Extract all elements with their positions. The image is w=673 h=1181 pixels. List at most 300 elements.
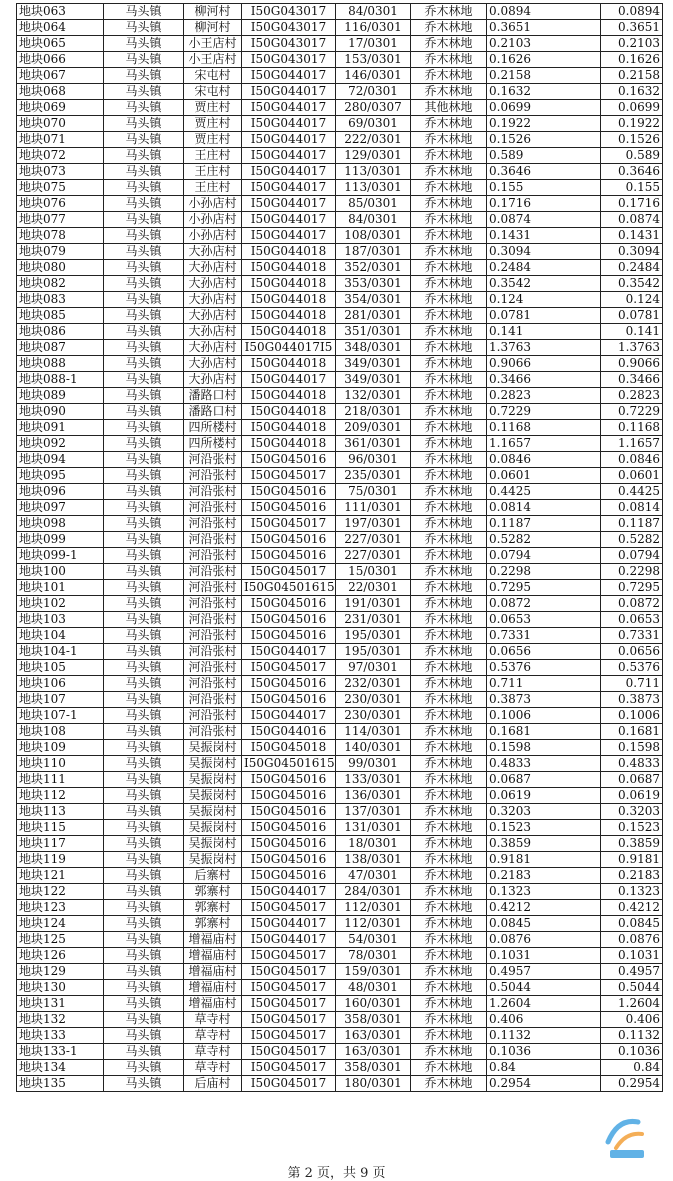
cell-area: 0.1681 (487, 724, 601, 740)
cell-plot-number: 180/0301 (336, 1076, 411, 1092)
cell-village: 河沿张村 (184, 692, 242, 708)
table-row (17, 660, 663, 676)
cell-parcel-id: 地块129 (17, 964, 104, 980)
cell-area: 0.1006 (487, 708, 601, 724)
cell-map-sheet: I50G044017 (242, 884, 336, 900)
cell-town: 马头镇 (104, 244, 184, 260)
cell-area: 0.0894 (487, 4, 601, 20)
cell-town: 马头镇 (104, 564, 184, 580)
cell-plot-number: 69/0301 (336, 116, 411, 132)
cell-parcel-id: 地块107 (17, 692, 104, 708)
cell-land-type: 乔木林地 (411, 580, 487, 596)
cell-village: 后寨村 (184, 868, 242, 884)
cell-parcel-id: 地块086 (17, 324, 104, 340)
cell-area: 0.4957 (487, 964, 601, 980)
cell-plot-number: 96/0301 (336, 452, 411, 468)
cell-land-type: 乔木林地 (411, 404, 487, 420)
cell-area: 0.9066 (487, 356, 601, 372)
cell-village: 后庙村 (184, 1076, 242, 1092)
cell-area-total: 0.9066 (601, 356, 663, 372)
cell-area: 0.1922 (487, 116, 601, 132)
cell-village: 吴振岗村 (184, 788, 242, 804)
cell-land-type: 乔木林地 (411, 84, 487, 100)
cell-plot-number: 159/0301 (336, 964, 411, 980)
table-row (17, 84, 663, 100)
cell-area: 0.0874 (487, 212, 601, 228)
table-row (17, 500, 663, 516)
cell-village: 吴振岗村 (184, 852, 242, 868)
cell-area-total: 0.1168 (601, 420, 663, 436)
cell-plot-number: 54/0301 (336, 932, 411, 948)
cell-area-total: 0.2103 (601, 36, 663, 52)
cell-town: 马头镇 (104, 980, 184, 996)
table-row (17, 148, 663, 164)
cell-town: 马头镇 (104, 724, 184, 740)
cell-area-total: 0.1132 (601, 1028, 663, 1044)
cell-map-sheet: I50G044018 (242, 292, 336, 308)
cell-map-sheet: I50G044017 (242, 932, 336, 948)
cell-map-sheet: I50G043017 (242, 4, 336, 20)
cell-plot-number: 209/0301 (336, 420, 411, 436)
cell-plot-number: 15/0301 (336, 564, 411, 580)
cell-village: 草寺村 (184, 1060, 242, 1076)
cell-area: 0.3651 (487, 20, 601, 36)
cell-town: 马头镇 (104, 708, 184, 724)
cell-village: 小王店村 (184, 36, 242, 52)
cell-map-sheet: I50G044017 (242, 708, 336, 724)
table-row (17, 740, 663, 756)
cell-area-total: 0.5376 (601, 660, 663, 676)
cell-parcel-id: 地块085 (17, 308, 104, 324)
cell-town: 马头镇 (104, 468, 184, 484)
cell-parcel-id: 地块111 (17, 772, 104, 788)
cell-land-type: 乔木林地 (411, 612, 487, 628)
table-row (17, 340, 663, 356)
cell-village: 小孙店村 (184, 196, 242, 212)
cell-plot-number: 111/0301 (336, 500, 411, 516)
cell-land-type: 乔木林地 (411, 548, 487, 564)
cell-area: 0.1523 (487, 820, 601, 836)
cell-town: 马头镇 (104, 916, 184, 932)
table-row (17, 612, 663, 628)
cell-land-type: 乔木林地 (411, 692, 487, 708)
cell-land-type: 乔木林地 (411, 804, 487, 820)
cell-town: 马头镇 (104, 372, 184, 388)
cell-plot-number: 97/0301 (336, 660, 411, 676)
cell-plot-number: 116/0301 (336, 20, 411, 36)
cell-parcel-id: 地块065 (17, 36, 104, 52)
cell-plot-number: 136/0301 (336, 788, 411, 804)
cell-parcel-id: 地块103 (17, 612, 104, 628)
cell-map-sheet: I50G043017 (242, 20, 336, 36)
cell-parcel-id: 地块090 (17, 404, 104, 420)
cell-map-sheet: I50G045016 (242, 836, 336, 852)
cell-plot-number: 163/0301 (336, 1044, 411, 1060)
cell-town: 马头镇 (104, 84, 184, 100)
table-row (17, 820, 663, 836)
cell-map-sheet: I50G044018 (242, 436, 336, 452)
cell-area: 0.2158 (487, 68, 601, 84)
cell-area-total: 0.0894 (601, 4, 663, 20)
cell-area-total: 0.0699 (601, 100, 663, 116)
cell-town: 马头镇 (104, 804, 184, 820)
cell-map-sheet: I50G044018 (242, 388, 336, 404)
cell-plot-number: 230/0301 (336, 692, 411, 708)
cell-land-type: 乔木林地 (411, 916, 487, 932)
cell-map-sheet: I50G045017 (242, 1012, 336, 1028)
cell-town: 马头镇 (104, 340, 184, 356)
cell-map-sheet: I50G045016 (242, 772, 336, 788)
cell-area-total: 0.3873 (601, 692, 663, 708)
cell-map-sheet: I50G045016 (242, 676, 336, 692)
cell-parcel-id: 地块105 (17, 660, 104, 676)
table-row (17, 452, 663, 468)
table-row (17, 724, 663, 740)
table-row (17, 676, 663, 692)
cell-plot-number: 163/0301 (336, 1028, 411, 1044)
cell-area: 0.0845 (487, 916, 601, 932)
cell-map-sheet: I50G045017 (242, 1028, 336, 1044)
cell-village: 吴振岗村 (184, 820, 242, 836)
cell-plot-number: 132/0301 (336, 388, 411, 404)
cell-area-total: 0.3094 (601, 244, 663, 260)
cell-area-total: 0.2823 (601, 388, 663, 404)
cell-area: 0.1716 (487, 196, 601, 212)
cell-parcel-id: 地块083 (17, 292, 104, 308)
cell-area: 0.1632 (487, 84, 601, 100)
cell-village: 河沿张村 (184, 644, 242, 660)
cell-area-total: 0.5282 (601, 532, 663, 548)
cell-area-total: 0.7331 (601, 628, 663, 644)
cell-land-type: 乔木林地 (411, 532, 487, 548)
cell-land-type: 乔木林地 (411, 1012, 487, 1028)
cell-parcel-id: 地块134 (17, 1060, 104, 1076)
cell-map-sheet: I50G044017 (242, 84, 336, 100)
cell-land-type: 乔木林地 (411, 356, 487, 372)
cell-parcel-id: 地块079 (17, 244, 104, 260)
cell-plot-number: 75/0301 (336, 484, 411, 500)
cell-village: 吴振岗村 (184, 836, 242, 852)
cell-land-type: 乔木林地 (411, 468, 487, 484)
cell-village: 宋屯村 (184, 84, 242, 100)
cell-land-type: 乔木林地 (411, 660, 487, 676)
cell-plot-number: 78/0301 (336, 948, 411, 964)
cell-area: 0.1626 (487, 52, 601, 68)
cell-area-total: 0.4833 (601, 756, 663, 772)
cell-map-sheet: I50G045017 (242, 900, 336, 916)
cell-parcel-id: 地块102 (17, 596, 104, 612)
cell-area: 0.1323 (487, 884, 601, 900)
cell-village: 河沿张村 (184, 628, 242, 644)
cell-area-total: 0.0619 (601, 788, 663, 804)
cell-parcel-id: 地块101 (17, 580, 104, 596)
table-row (17, 324, 663, 340)
table-row (17, 948, 663, 964)
cell-area-total: 0.84 (601, 1060, 663, 1076)
cell-plot-number: 84/0301 (336, 212, 411, 228)
cell-parcel-id: 地块107-1 (17, 708, 104, 724)
cell-village: 增福庙村 (184, 932, 242, 948)
cell-area: 0.0846 (487, 452, 601, 468)
cell-parcel-id: 地块099-1 (17, 548, 104, 564)
cell-parcel-id: 地块106 (17, 676, 104, 692)
cell-plot-number: 113/0301 (336, 164, 411, 180)
cell-land-type: 乔木林地 (411, 340, 487, 356)
cell-area: 0.0656 (487, 644, 601, 660)
table-row (17, 212, 663, 228)
cell-plot-number: 231/0301 (336, 612, 411, 628)
table-row (17, 388, 663, 404)
cell-town: 马头镇 (104, 4, 184, 20)
cell-village: 河沿张村 (184, 564, 242, 580)
cell-town: 马头镇 (104, 788, 184, 804)
cell-town: 马头镇 (104, 276, 184, 292)
cell-land-type: 乔木林地 (411, 932, 487, 948)
cell-area-total: 0.406 (601, 1012, 663, 1028)
table-row (17, 932, 663, 948)
cell-land-type: 乔木林地 (411, 292, 487, 308)
cell-village: 河沿张村 (184, 580, 242, 596)
cell-area: 0.1526 (487, 132, 601, 148)
cell-area-total: 0.3203 (601, 804, 663, 820)
cell-land-type: 乔木林地 (411, 132, 487, 148)
cell-plot-number: 195/0301 (336, 628, 411, 644)
cell-area: 0.0699 (487, 100, 601, 116)
table-row (17, 836, 663, 852)
cell-parcel-id: 地块135 (17, 1076, 104, 1092)
table-row (17, 532, 663, 548)
cell-plot-number: 146/0301 (336, 68, 411, 84)
cell-plot-number: 358/0301 (336, 1012, 411, 1028)
cell-town: 马头镇 (104, 548, 184, 564)
cell-area-total: 0.589 (601, 148, 663, 164)
cell-land-type: 乔木林地 (411, 20, 487, 36)
cell-town: 马头镇 (104, 772, 184, 788)
cell-land-type: 乔木林地 (411, 1044, 487, 1060)
cell-parcel-id: 地块071 (17, 132, 104, 148)
cell-map-sheet: I50G045016 (242, 820, 336, 836)
cell-plot-number: 112/0301 (336, 916, 411, 932)
cell-village: 河沿张村 (184, 724, 242, 740)
cell-village: 河沿张村 (184, 468, 242, 484)
cell-land-type: 乔木林地 (411, 1076, 487, 1092)
cell-area: 0.4212 (487, 900, 601, 916)
cell-parcel-id: 地块091 (17, 420, 104, 436)
cell-parcel-id: 地块131 (17, 996, 104, 1012)
cell-area: 0.5376 (487, 660, 601, 676)
cell-map-sheet: I50G045016 (242, 548, 336, 564)
cell-village: 吴振岗村 (184, 756, 242, 772)
cell-plot-number: 99/0301 (336, 756, 411, 772)
cell-village: 大孙店村 (184, 372, 242, 388)
cell-land-type: 乔木林地 (411, 852, 487, 868)
cell-area-total: 0.3859 (601, 836, 663, 852)
cell-area-total: 0.0687 (601, 772, 663, 788)
cell-area-total: 0.2954 (601, 1076, 663, 1092)
cell-town: 马头镇 (104, 660, 184, 676)
cell-parcel-id: 地块077 (17, 212, 104, 228)
cell-area: 0.589 (487, 148, 601, 164)
table-row (17, 100, 663, 116)
cell-village: 增福庙村 (184, 996, 242, 1012)
cell-village: 河沿张村 (184, 676, 242, 692)
cell-area-total: 0.0872 (601, 596, 663, 612)
cell-map-sheet: I50G045017 (242, 980, 336, 996)
cell-parcel-id: 地块075 (17, 180, 104, 196)
cell-land-type: 乔木林地 (411, 708, 487, 724)
cell-parcel-id: 地块121 (17, 868, 104, 884)
table-row (17, 1060, 663, 1076)
cell-parcel-id: 地块119 (17, 852, 104, 868)
cell-village: 四所楼村 (184, 420, 242, 436)
cell-area-total: 0.4212 (601, 900, 663, 916)
cell-area: 0.0876 (487, 932, 601, 948)
cell-map-sheet: I50G04501615 (242, 580, 336, 596)
cell-area-total: 0.3651 (601, 20, 663, 36)
cell-area: 1.2604 (487, 996, 601, 1012)
cell-map-sheet: I50G044017 (242, 916, 336, 932)
cell-parcel-id: 地块112 (17, 788, 104, 804)
cell-area-total: 0.124 (601, 292, 663, 308)
cell-area: 0.711 (487, 676, 601, 692)
cell-parcel-id: 地块070 (17, 116, 104, 132)
table-row (17, 1076, 663, 1092)
cell-village: 大孙店村 (184, 340, 242, 356)
cell-plot-number: 72/0301 (336, 84, 411, 100)
cell-area: 1.1657 (487, 436, 601, 452)
cell-area-total: 0.3646 (601, 164, 663, 180)
cell-parcel-id: 地块078 (17, 228, 104, 244)
cell-town: 马头镇 (104, 836, 184, 852)
cell-area-total: 0.2484 (601, 260, 663, 276)
cell-area: 0.141 (487, 324, 601, 340)
cell-area: 0.7229 (487, 404, 601, 420)
cell-village: 河沿张村 (184, 660, 242, 676)
cell-area-total: 0.3466 (601, 372, 663, 388)
cell-area-total: 1.2604 (601, 996, 663, 1012)
cell-plot-number: 48/0301 (336, 980, 411, 996)
cell-town: 马头镇 (104, 596, 184, 612)
cell-plot-number: 352/0301 (336, 260, 411, 276)
cell-parcel-id: 地块109 (17, 740, 104, 756)
table-row (17, 228, 663, 244)
cell-plot-number: 112/0301 (336, 900, 411, 916)
cell-parcel-id: 地块064 (17, 20, 104, 36)
cell-village: 柳河村 (184, 4, 242, 20)
cell-area-total: 0.5044 (601, 980, 663, 996)
cell-area-total: 0.1681 (601, 724, 663, 740)
cell-town: 马头镇 (104, 196, 184, 212)
cell-area-total: 0.1031 (601, 948, 663, 964)
cell-land-type: 乔木林地 (411, 36, 487, 52)
cell-town: 马头镇 (104, 580, 184, 596)
table-row (17, 964, 663, 980)
cell-land-type: 乔木林地 (411, 196, 487, 212)
cell-land-type: 乔木林地 (411, 244, 487, 260)
cell-parcel-id: 地块095 (17, 468, 104, 484)
cell-map-sheet: I50G044018 (242, 324, 336, 340)
cell-area: 0.0601 (487, 468, 601, 484)
cell-land-type: 乔木林地 (411, 836, 487, 852)
cell-area-total: 0.4425 (601, 484, 663, 500)
cell-plot-number: 227/0301 (336, 532, 411, 548)
cell-town: 马头镇 (104, 1076, 184, 1092)
cell-area-total: 0.0656 (601, 644, 663, 660)
cell-map-sheet: I50G045017 (242, 964, 336, 980)
cell-parcel-id: 地块122 (17, 884, 104, 900)
table-row (17, 772, 663, 788)
cell-area-total: 0.0846 (601, 452, 663, 468)
cell-area-total: 0.141 (601, 324, 663, 340)
table-row (17, 884, 663, 900)
table-row (17, 420, 663, 436)
cell-area: 0.0687 (487, 772, 601, 788)
cell-area: 0.1187 (487, 516, 601, 532)
cell-village: 宋屯村 (184, 68, 242, 84)
cell-area: 0.5044 (487, 980, 601, 996)
cell-area: 0.5282 (487, 532, 601, 548)
cell-map-sheet: I50G045017 (242, 996, 336, 1012)
cell-area: 0.2298 (487, 564, 601, 580)
cell-map-sheet: I50G045017 (242, 1044, 336, 1060)
cell-area-total: 0.1626 (601, 52, 663, 68)
table-row (17, 436, 663, 452)
cell-town: 马头镇 (104, 500, 184, 516)
table-row (17, 564, 663, 580)
table-row (17, 372, 663, 388)
cell-plot-number: 230/0301 (336, 708, 411, 724)
cell-map-sheet: I50G044017 (242, 212, 336, 228)
cell-map-sheet: I50G045016 (242, 452, 336, 468)
cell-land-type: 乔木林地 (411, 964, 487, 980)
cell-area-total: 0.9181 (601, 852, 663, 868)
cell-parcel-id: 地块130 (17, 980, 104, 996)
cell-parcel-id: 地块124 (17, 916, 104, 932)
cell-town: 马头镇 (104, 1044, 184, 1060)
cell-land-type: 其他林地 (411, 100, 487, 116)
cell-area: 0.84 (487, 1060, 601, 1076)
cell-parcel-id: 地块076 (17, 196, 104, 212)
cell-land-type: 乔木林地 (411, 884, 487, 900)
cell-map-sheet: I50G044018 (242, 404, 336, 420)
table-row (17, 356, 663, 372)
cell-town: 马头镇 (104, 148, 184, 164)
cell-town: 马头镇 (104, 692, 184, 708)
cell-village: 潘路口村 (184, 388, 242, 404)
cell-parcel-id: 地块068 (17, 84, 104, 100)
cell-town: 马头镇 (104, 404, 184, 420)
cell-parcel-id: 地块126 (17, 948, 104, 964)
cell-plot-number: 22/0301 (336, 580, 411, 596)
cell-area-total: 0.1323 (601, 884, 663, 900)
cell-land-type: 乔木林地 (411, 388, 487, 404)
cell-land-type: 乔木林地 (411, 484, 487, 500)
cell-plot-number: 235/0301 (336, 468, 411, 484)
table-row (17, 308, 663, 324)
cell-map-sheet: I50G044017 (242, 116, 336, 132)
cell-parcel-id: 地块088-1 (17, 372, 104, 388)
cell-plot-number: 232/0301 (336, 676, 411, 692)
table-row (17, 980, 663, 996)
cell-plot-number: 138/0301 (336, 852, 411, 868)
cell-land-type: 乔木林地 (411, 180, 487, 196)
cell-map-sheet: I50G044017 (242, 372, 336, 388)
cell-area: 0.7295 (487, 580, 601, 596)
table-row (17, 244, 663, 260)
cell-area: 0.0653 (487, 612, 601, 628)
table-row (17, 180, 663, 196)
cell-village: 四所楼村 (184, 436, 242, 452)
